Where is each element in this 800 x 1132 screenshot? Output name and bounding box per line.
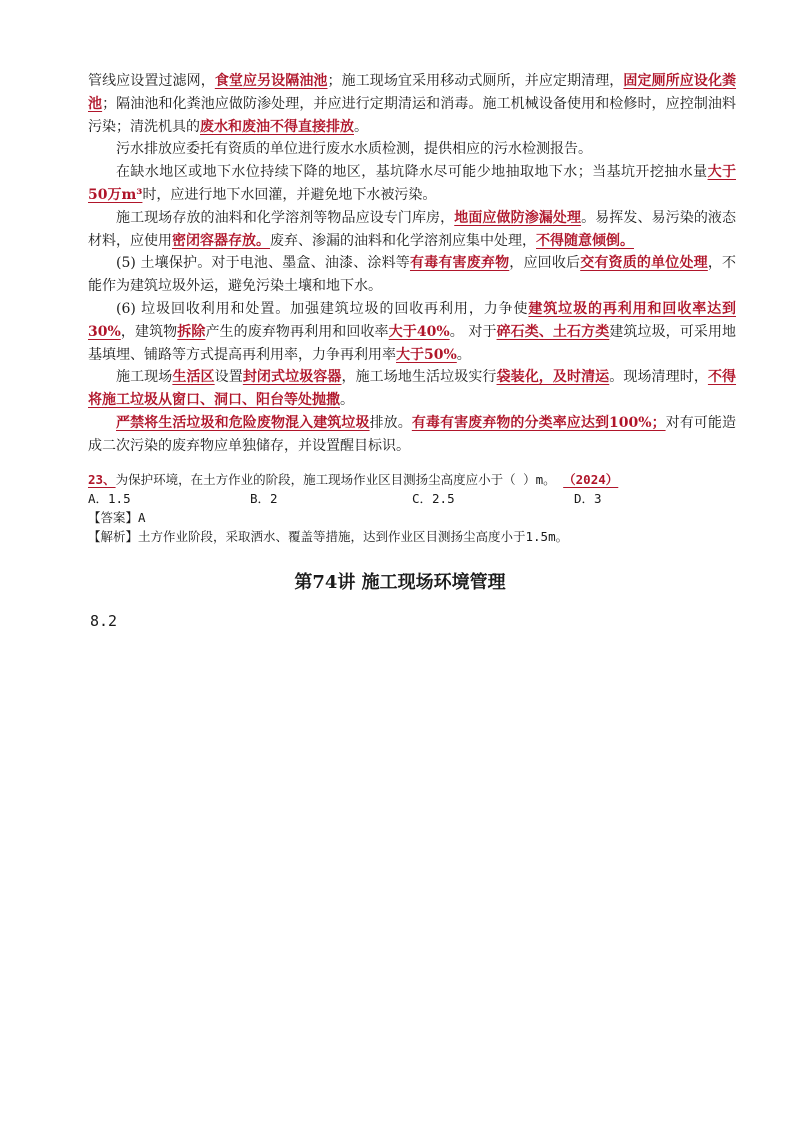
text: ，应回收后 xyxy=(509,255,581,272)
text: ，不能作为建筑垃圾外运，避免污染土壤和地下水。 xyxy=(88,255,737,295)
text: 对有可能造成二次污染的废弃物应单独储存，并设置醒目标识。 xyxy=(88,414,737,454)
paragraph-groundwater xyxy=(88,161,736,207)
paragraph-drainage xyxy=(88,70,736,138)
highlight: 碎石类、土石方类 xyxy=(496,323,610,340)
option-a: A．1.5 xyxy=(88,491,131,506)
highlight: 有毒有害废弃物 xyxy=(409,255,510,272)
text: 施工现场 xyxy=(116,369,173,386)
body-text xyxy=(88,70,736,458)
highlight: 不得随意倾倒。 xyxy=(536,232,634,249)
paragraph-waste-recycling xyxy=(88,298,736,366)
text: 。 xyxy=(340,392,354,409)
text: 。 对于 xyxy=(449,323,497,340)
question-text: 为保护环境，在土方作业的阶段，施工现场作业区目测扬尘高度应小于（ ）m。 xyxy=(115,472,556,487)
highlight: 大于50万m³ xyxy=(88,164,737,203)
question-year: （2024） xyxy=(563,472,619,487)
text: 污水排放应委托有资质的单位进行废水水质检测，提供相应的污水检测报告。 xyxy=(116,141,592,158)
text: 施工现场存放的油料和化学溶剂等物品应设专门库房， xyxy=(116,209,455,226)
text: 废弃、渗漏的油料和化学溶剂应集中处理， xyxy=(270,232,536,249)
highlight: 固定厕所应设化粪池 xyxy=(88,73,737,112)
option-c: C．2.5 xyxy=(412,491,455,506)
section-number: 8.2 xyxy=(90,612,118,630)
text: ，施工场地生活垃圾实行 xyxy=(341,369,497,386)
highlight: 密闭容器存放。 xyxy=(172,232,270,249)
text: 产生的废弃物再利用和回收率 xyxy=(205,323,389,340)
question-line xyxy=(88,470,748,489)
text: 时，应进行地下水回灌，并避免地下水被污染。 xyxy=(142,186,437,203)
option-d: D．3 xyxy=(574,491,602,506)
highlight: 建筑垃圾的再利用和回收率达到30% xyxy=(88,300,736,340)
highlight: 大于50% xyxy=(396,346,457,363)
paragraph-wastewater-test xyxy=(88,138,736,161)
highlight: 拆除 xyxy=(177,323,206,340)
highlight: 袋装化，及时清运 xyxy=(496,369,610,386)
highlight: 地面应做防渗漏处理 xyxy=(454,209,582,226)
text: 。易挥发、易污染的液态材料，应使用 xyxy=(88,209,737,249)
text: (5) 土壤保护。对于电池、墨盒、油漆、涂料等 xyxy=(116,255,410,272)
highlight: 严禁将生活垃圾和危险废物混入建筑垃圾 xyxy=(116,414,370,431)
text: (6) 垃圾回收利用和处置。加强建筑垃圾的回收再利用，力争使 xyxy=(116,300,529,317)
paragraph-hazardous-waste xyxy=(88,412,736,458)
highlight: 食堂应另设隔油池 xyxy=(214,73,328,89)
paragraph-living-area xyxy=(88,366,736,412)
paragraph-soil-protection xyxy=(88,252,736,298)
option-b: B．2 xyxy=(250,491,278,506)
question-number: 23、 xyxy=(88,472,116,487)
highlight: 不得将施工垃圾从窗口、洞口、阳台等处抛撒 xyxy=(88,369,737,409)
question-block xyxy=(88,470,748,546)
highlight: 生活区 xyxy=(172,369,215,386)
text: 。 xyxy=(456,346,471,363)
question-options xyxy=(88,489,748,508)
text: 设置 xyxy=(214,369,243,386)
text: 排放。 xyxy=(369,414,412,431)
text: 建筑垃圾，可采用地基填埋、铺路等方式提高再利用率，力争再利用率 xyxy=(88,323,737,363)
answer-line: 【答案】A xyxy=(88,510,146,525)
text: 。现场清理时， xyxy=(609,369,708,386)
section-heading: 第74讲 施工现场环境管理 xyxy=(294,572,506,593)
highlight: 废水和废油不得直接排放 xyxy=(200,118,354,135)
highlight: 有毒有害废弃物的分类率应达到100%； xyxy=(411,414,666,431)
text: ，建筑物 xyxy=(120,323,178,340)
text: 在缺水地区或地下水位持续下降的地区，基坑降水尽可能少地抽取地下水；当基坑开挖抽水量 xyxy=(116,164,708,181)
text: ；隔油池和化粪池应做防渗处理，并应进行定期清运和消毒。施工机械设备使用和检修时，应控制油料污染；清洗机具的 xyxy=(88,95,737,135)
text: 。 xyxy=(354,118,368,135)
highlight: 封闭式垃圾容器 xyxy=(242,369,342,386)
highlight: 大于40% xyxy=(388,323,450,340)
text: ；施工现场宜采用移动式厕所，并应定期清理， xyxy=(327,73,624,89)
paragraph-chemicals xyxy=(88,207,736,253)
analysis-line: 【解析】土方作业阶段，采取洒水、覆盖等措施，达到作业区目测扬尘高度小于1.5m。 xyxy=(88,529,569,544)
highlight: 交有资质的单位处理 xyxy=(580,255,708,272)
text: 管线应设置过滤网， xyxy=(88,73,215,89)
